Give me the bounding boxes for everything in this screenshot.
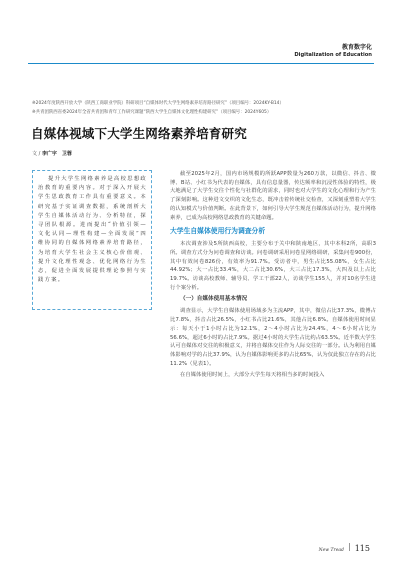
article-authors (32, 150, 72, 157)
author-names: 李广宇 卫蓉 (41, 151, 72, 157)
page-footer (319, 543, 370, 553)
section-header (294, 44, 372, 59)
abstract-text: 提升大学生网络素养是高校思想政治教育的重要内容。对于深入开展大学生思政教育工作具有重要意义。本研究基于实证调查数据，系统剖析大学生自媒体活动行为、分析特征，探寻团队根源。进而提出“价值引领—文化认同—理性构建—全面发展”四维协同的自媒体网络素养培育路径，为培育大学生社会主义核心价值观、提升文化理性观念、优化网络行为生态，促进全面发展提供理论参照与实践方案。 (38, 176, 147, 284)
section-title-cn: 教育数字化 (341, 44, 372, 51)
funding-notes (32, 100, 374, 117)
header-divider (28, 63, 374, 64)
footer-divider (349, 543, 350, 551)
funding-note-2: ※共青团陕西省委2024年全省共青团和青年工作研究课题“陕西大学生自媒体文化理性构建研究”（项目编号：2024Y605） (32, 109, 272, 115)
body-paragraph: 调查显示，大学生自媒体使用场域多为主流APP，其中，微信占比37.3%，微博占比7.8%，抖音占比26.5%，小红书占比21.6%，其他占比6.8%。自媒体使用时间显示：每天小于1小时占比为12.1%，2～4小时占比为24.4%，4～6小时占比为56.6%，超过6小时的占比7.9%。据过4小时的大学生占比约占63.5%。近半数大学生认可自媒体对交往的积极意义，并将自媒体交往作为人际交往的一部分。认为利用自媒体影响对学的占比37.9%，认为自媒体影响更多的占比65%，认为仅此独立存在的占比11.2%（见表1）。 (170, 308, 376, 367)
magazine-name: New Tread (318, 548, 344, 553)
funding-note-1: ※2024年度陕西开放大学（陕西工商职业学院）科研项目“自媒体时代大学生网络素养培育路径研究”（项目编号：2024KY-B14） (32, 101, 284, 106)
body-paragraph: 在自媒体使用时间上，大部分大学生每天将相当多的时间投入 (180, 371, 325, 378)
page-number: 115 (354, 544, 370, 553)
author-prefix: 文 / (32, 151, 41, 157)
article-title: 自媒体视域下大学生网络素养培育研究 (31, 126, 247, 141)
section-title-en: Digitalization of Education (294, 52, 372, 58)
abstract-box (32, 170, 152, 310)
section-heading: 大学生自媒体使用行为调查分析 (170, 227, 266, 236)
subsection-heading: （一）自媒体使用基本情况 (180, 296, 248, 303)
body-column (170, 170, 376, 382)
body-paragraph: 本次调查涉及5所陕西高校，主要分布于关中和陕南地区，其中本科2所，高职3所。调查方式分为问卷调查和访谈。问卷调研采用问卷星网络调研，采集问卷900份，其中有效问卷826份，有效率为91.7%。受访者中，男生占比55.08%，女生占比44.92%；大一占比33.4%，大二占比30.6%，大三占比17.3%，大四及以上占比19.7%。访谈高校教师、辅导员、学工干部22人，访谈学生155人，并对10名学生进行个案分析。 (170, 241, 376, 291)
intro-paragraph: 截至2025年2月，国内市场规模的所跃APP数量为260万款，以微信、抖音、微博、B站、小红书为代表的自媒体，具有信息量器，传达频率和沉浸性体验的特性，极大地满足了大学生交往个性化与社群化的需求，同时也对大学生的文化心理和行为产生了深刻影响。这种进文交织的文化生态，既冲击着传统社交检查，又深刻重塑着大学生的认知模式与价值判断。在此背景下，如何引导大学生规范自媒体活动行为，提升网络素养，已成为高校网络思政教育的关键命题。 (170, 171, 376, 221)
